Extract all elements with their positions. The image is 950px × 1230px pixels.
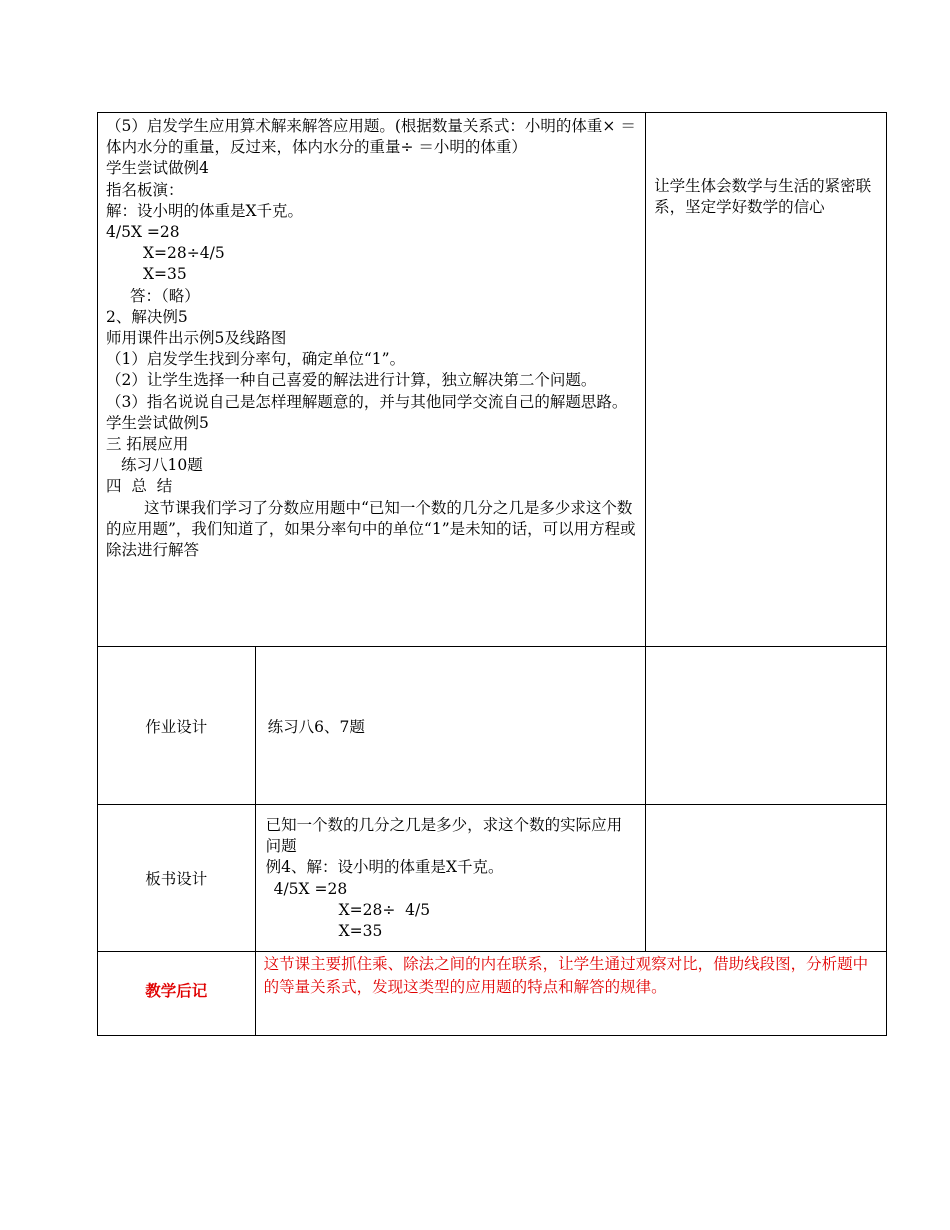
board-title: 已知一个数的几分之几是多少，求这个数的实际应用问题 bbox=[265, 816, 623, 856]
homework-empty-cell bbox=[646, 647, 887, 805]
side-note-cell bbox=[646, 113, 887, 647]
solution-line: 解：设小明的体重是X千克。 bbox=[106, 201, 304, 220]
reflection-cell bbox=[255, 952, 886, 1036]
try-example-5: 学生尝试做例5 bbox=[106, 413, 209, 432]
reflection-label: 教学后记 bbox=[98, 952, 256, 1036]
homework-content: 练习八6、7题 bbox=[255, 647, 645, 805]
section-4-heading: 四 总 结 bbox=[106, 477, 173, 496]
board-example-line: 例4、解：设小明的体重是X千克。 bbox=[265, 858, 504, 877]
board-equation-1: 4/5X =28 bbox=[273, 879, 348, 898]
reflection-text: 这节课主要抓住乘、除法之间的内在联系，让学生通过观察对比，借助线段图，分析题中的等量关系式，发现这类型的应用题的特点和解答的规律。 bbox=[263, 955, 869, 996]
board-design-empty-cell bbox=[646, 805, 887, 952]
reflection-row bbox=[98, 952, 887, 1036]
side-note-text: 让学生体会数学与生活的紧密联系，坚定学好数学的信心 bbox=[654, 177, 872, 217]
exercise-line: 练习八10题 bbox=[121, 456, 203, 475]
try-example-4: 学生尝试做例4 bbox=[106, 159, 209, 178]
step-5-paragraph: （5）启发学生应用算术解来解答应用题。(根据数量关系式：小明的体重× ＝体内水分的重量，反过来，体内水分的重量÷ ＝小明的体重） bbox=[106, 117, 636, 157]
step-3-paragraph: （3）指名说说自己是怎样理解题意的，并与其他同学交流自己的解题思路。 bbox=[106, 392, 628, 411]
answer-line: 答：（略） bbox=[130, 286, 200, 305]
board-design-cell bbox=[255, 805, 645, 952]
lesson-plan-table bbox=[97, 112, 887, 1036]
main-content-text bbox=[98, 113, 645, 561]
board-design-row bbox=[98, 805, 887, 952]
step-1-line: （1）启发学生找到分率句，确定单位“1”。 bbox=[106, 350, 406, 369]
section-example-5: 2、解决例5 bbox=[106, 307, 188, 326]
homework-label: 作业设计 bbox=[98, 647, 256, 805]
section-3-heading: 三 拓展应用 bbox=[106, 435, 189, 454]
homework-row bbox=[98, 647, 887, 805]
equation-line: 4/5X =28 bbox=[106, 223, 180, 242]
board-equation-2: X=28÷ 4/5 bbox=[338, 900, 431, 919]
board-design-label: 板书设计 bbox=[98, 805, 256, 952]
equation-step-2: X=28÷4/5 bbox=[143, 244, 225, 263]
board-demo-label: 指名板演： bbox=[106, 180, 184, 199]
summary-paragraph: 这节课我们学习了分数应用题中“已知一个数的几分之几是多少求这个数的应用题”，我们知道了，如果分率句中的单位“1”是未知的话，可以用方程或除法进行解答 bbox=[106, 498, 636, 560]
courseware-line: 师用课件出示例5及线路图 bbox=[106, 329, 287, 348]
board-equation-3: X=35 bbox=[338, 922, 383, 941]
main-content-row bbox=[98, 113, 887, 647]
equation-step-3: X=35 bbox=[143, 265, 187, 284]
step-2-paragraph: （2）让学生选择一种自己喜爱的解法进行计算，独立解决第二个问题。 bbox=[106, 371, 597, 390]
main-content-cell bbox=[98, 113, 646, 647]
board-design-text bbox=[256, 805, 645, 946]
